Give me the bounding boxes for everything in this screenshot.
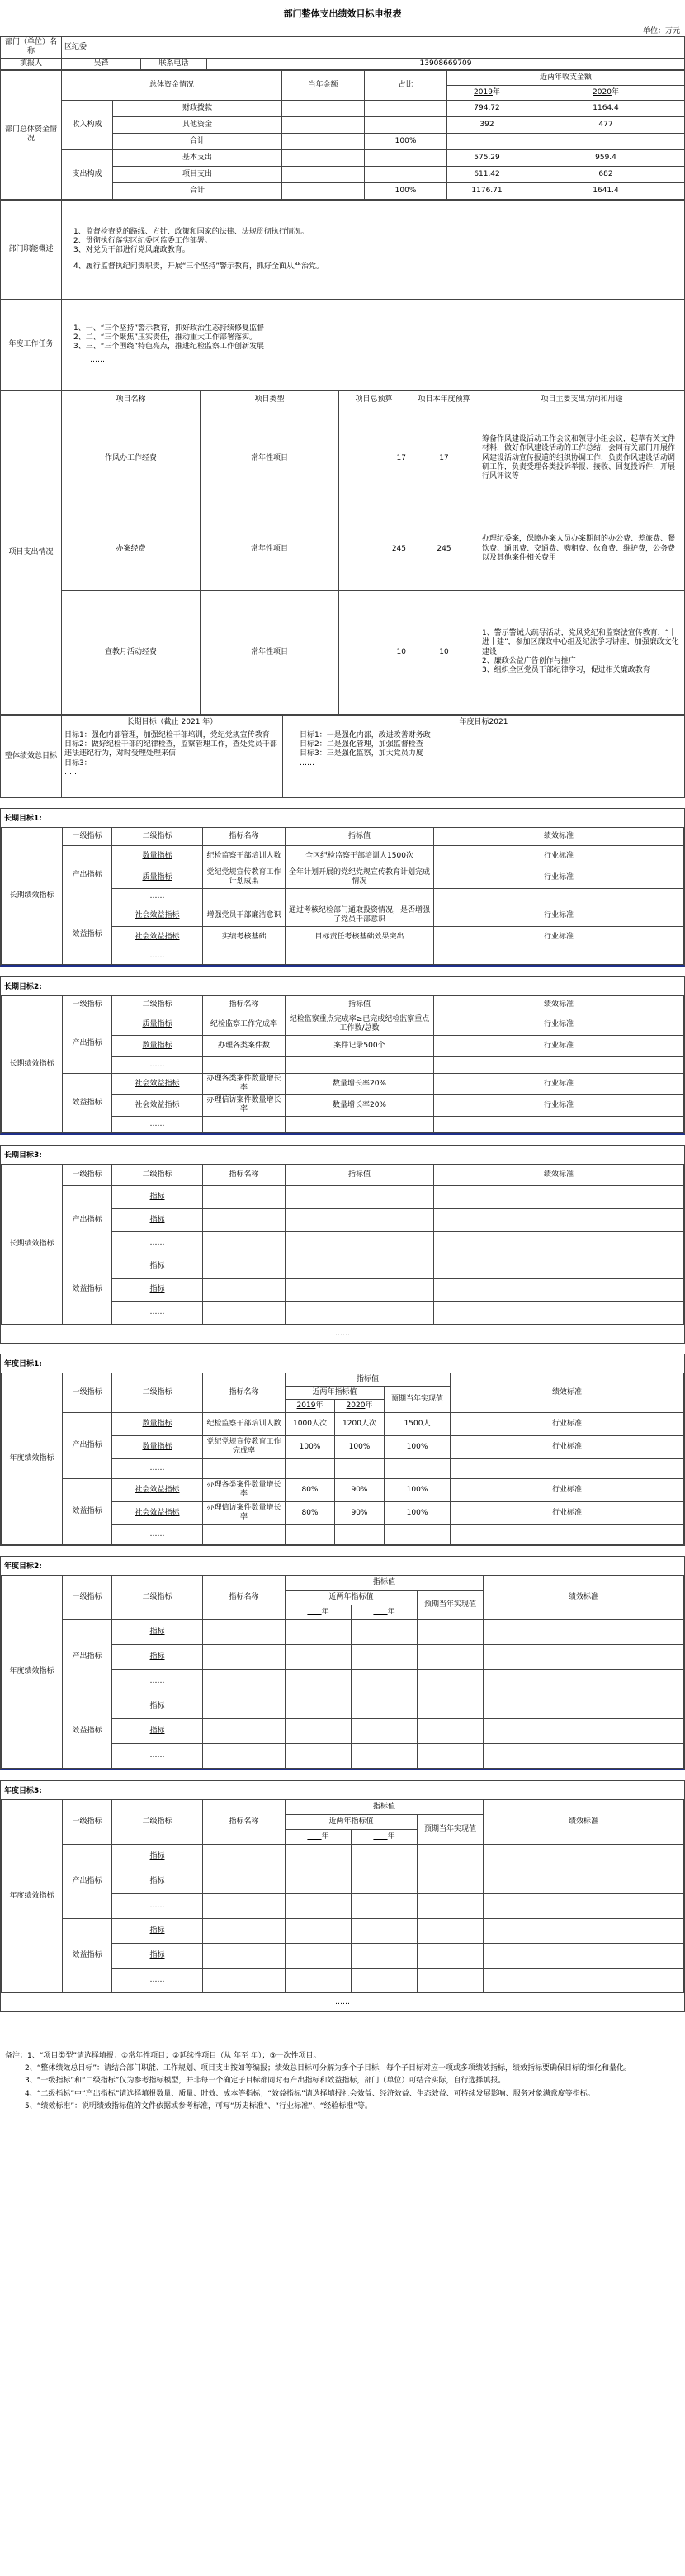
indicator-value: 全年计划开展的党纪党规宣传教育计划完成情况 [286, 867, 434, 888]
indicator-value: 数量增长率20% [286, 1094, 434, 1116]
project-type: 常年性项目 [201, 508, 339, 590]
indicator-header: 预期当年实现值 [418, 1814, 484, 1844]
year-target-item: …… [300, 759, 314, 768]
duty-item: 3、对党员干部进行党风廉政教育。 [73, 246, 190, 255]
indicator-group: 产出指标 [63, 1619, 112, 1694]
indicator-name: 纪检监察干部培训人数 [203, 1412, 286, 1435]
income-row-y1: 794.72 [447, 100, 527, 116]
indicator-group: 效益指标 [63, 1073, 112, 1132]
note-item: 备注：1、“项目类型”请选择填报：①常年性项目；②延续性项目（从 年至 年）；③一次性项目。 [5, 2051, 321, 2060]
long-target-1-title: 长期目标1: [4, 814, 42, 823]
indicator-l2: …… [112, 1968, 203, 1992]
indicator-header: 一级指标 [63, 1575, 112, 1619]
income-row-amount [282, 116, 365, 133]
project-header: 项目总预算 [339, 390, 409, 409]
project-name: 宣教月活动经费 [62, 590, 201, 714]
indicator-header: 二级指标 [112, 1164, 203, 1185]
indicator-group: 产出指标 [63, 1412, 112, 1478]
funds-table [0, 70, 685, 200]
indicator-name: 实绩考核基础 [203, 926, 286, 948]
indicator-standard: 行业标准 [434, 1014, 684, 1035]
indicator-standard: 行业标准 [434, 845, 684, 867]
year-target-3-table [1, 1799, 684, 1993]
long1-label: 长期绩效指标 [2, 827, 63, 964]
indicator-l2: 社会效益指标 [112, 1073, 203, 1094]
filler-label: 填报人 [1, 58, 62, 69]
income-row-name: 财政拨款 [113, 100, 282, 116]
indicator-name: 党纪党规宣传教育工作计划成果 [203, 867, 286, 888]
indicator-header: 一级指标 [63, 1373, 112, 1412]
indicator-header: 指标名称 [203, 827, 286, 845]
year-suffix: 年 [387, 1607, 395, 1616]
tasks-label: 年度工作任务 [1, 299, 62, 390]
indicator-l2: 指标 [112, 1644, 203, 1669]
project-total: 10 [339, 590, 409, 714]
income-row-name: 合计 [113, 133, 282, 149]
indicator-header: 近两年指标值 [286, 1386, 385, 1399]
long-target-3-table [1, 1164, 684, 1325]
indicator-header: 指标值 [286, 1799, 484, 1814]
indicator-header: 一级指标 [63, 827, 112, 845]
indicator-value: 目标责任考核基础效果突出 [286, 926, 434, 948]
long-target-item: 目标3： [64, 759, 92, 768]
indicator-header: 二级指标 [112, 995, 203, 1014]
year-suffix: 年 [365, 1401, 373, 1410]
indicator-l2: 数量指标 [112, 1035, 203, 1056]
income-row-y2: 1164.4 [527, 100, 685, 116]
indicator-l2: …… [112, 1458, 203, 1478]
indicator-l2: …… [112, 1524, 203, 1544]
indicator-l2: 社会效益指标 [112, 1478, 203, 1501]
notes [0, 2045, 685, 2118]
indicator-header: 二级指标 [112, 1575, 203, 1619]
expense-row-name: 基本支出 [113, 149, 282, 166]
indicator-expected: 100% [385, 1501, 451, 1524]
indicator-standard: 行业标准 [434, 1094, 684, 1116]
indicator-header: 绩效标准 [484, 1575, 684, 1619]
funds-year2-suffix: 年 [611, 87, 619, 97]
indicator-name: 办理信访案件数量增长率 [203, 1094, 286, 1116]
indicator-l2: 社会效益指标 [112, 926, 203, 948]
duty-item: 4、履行监督执纪问责职责，开展“三个坚持”警示教育，抓好全面从严治党。 [73, 262, 324, 271]
indicator-expected: 100% [385, 1478, 451, 1501]
long3-label: 长期绩效指标 [2, 1164, 63, 1324]
long-target-3-title: 长期目标3: [4, 1151, 42, 1160]
indicator-group: 效益指标 [63, 1478, 112, 1544]
year2-label: 年度绩效指标 [2, 1575, 63, 1768]
project-name: 办案经费 [62, 508, 201, 590]
year-target-3-title: 年度目标3: [4, 1786, 42, 1795]
indicator-l2: 指标 [112, 1844, 203, 1869]
project-type: 常年性项目 [201, 409, 339, 508]
indicator-header: 预期当年实现值 [385, 1386, 451, 1412]
income-row-ratio [365, 100, 447, 116]
indicator-header: 二级指标 [112, 1799, 203, 1844]
long-target-head: 长期目标（截止 2021 年） [62, 715, 283, 730]
overall-target-table [0, 715, 685, 798]
indicator-header: 指标值 [286, 827, 434, 845]
indicator-value: 全区纪检监察干部培训人1500次 [286, 845, 434, 867]
project-use: 办理纪委案，保障办案人员办案期间的办公费、差旅费、餐饮费、通讯费、交通费、购租费、伙食费、维护费，公务费以及其他案件相关费用 [480, 508, 685, 590]
year-target-2-title: 年度目标2: [4, 1562, 42, 1571]
projects-table [0, 390, 685, 715]
dept-label: 部门（单位）名称 [1, 37, 62, 59]
project-header: 项目本年度预算 [409, 390, 480, 409]
indicator-v2: 90% [335, 1501, 385, 1524]
filler-value: 吴锋 [62, 58, 141, 69]
funds-year2: 2020 [593, 87, 612, 97]
year-target-2-table [1, 1575, 684, 1769]
indicator-l2: 指标 [112, 1694, 203, 1718]
indicator-group: 效益指标 [63, 905, 112, 964]
expense-row-amount [282, 166, 365, 182]
indicator-standard: 行业标准 [451, 1412, 684, 1435]
year-target-2-section [0, 1556, 685, 1770]
task-item: 2、二、“三个聚焦”压实责任，推动重大工作部署落实。 [73, 333, 257, 342]
indicator-name: 办理各类案件数量增长率 [203, 1073, 286, 1094]
indicator-l2: …… [112, 1893, 203, 1918]
indicator-group: 产出指标 [63, 845, 112, 905]
indicator-l2: 指标 [112, 1185, 203, 1208]
expense-label: 支出构成 [62, 149, 113, 199]
project-year: 17 [409, 409, 480, 508]
indicator-v2: 90% [335, 1478, 385, 1501]
indicator-header: 一级指标 [63, 1164, 112, 1185]
year-target-item: 目标3：三是强化监察，加大党员力度 [300, 749, 423, 759]
income-row-y1: 392 [447, 116, 527, 133]
project-type: 常年性项目 [201, 590, 339, 714]
project-name: 作风办工作经费 [62, 409, 201, 508]
project-header: 项目主要支出方向和用途 [480, 390, 685, 409]
note-item: 3、“一级指标”和“二级指标”仅为参考指标模型，并非每一个确定子目标都同时有产出指标和效益指标，部门（单位）可结合实际，自行选择填报。 [25, 2077, 506, 2086]
indicator-standard: 行业标准 [451, 1478, 684, 1501]
indicator-standard: 行业标准 [451, 1435, 684, 1458]
indicator-l2: 指标 [112, 1208, 203, 1231]
indicator-header: 一级指标 [63, 1799, 112, 1844]
indicator-group: 产出指标 [63, 1185, 112, 1255]
indicator-header: 绩效标准 [434, 995, 684, 1014]
expense-row-ratio: 100% [365, 182, 447, 199]
indicator-header: 绩效标准 [451, 1373, 684, 1412]
expense-row-ratio [365, 166, 447, 182]
year3-label: 年度绩效指标 [2, 1799, 63, 1992]
expense-row-ratio [365, 149, 447, 166]
phone-label: 联系电话 [141, 58, 207, 69]
task-item: 3、三、“三个围绕”特色亮点，推进纪检监察工作创新发展 [73, 343, 265, 352]
project-use: 1、警示警诫大疏导活动，党风党纪和监察法宣传教育，“十进十建”，参加区廉政中心组及纪法学习讲座，加强廉政文化建设 2、廉政公益广告创作与推广 3、组织全区党员干部纪律学习，促进相关廉政教育 [480, 590, 685, 714]
indicator-header: 近两年指标值 [286, 1814, 418, 1829]
indicator-l2: …… [112, 1301, 203, 1324]
indicator-l2: …… [112, 1116, 203, 1132]
indicator-l2: 数量指标 [112, 1412, 203, 1435]
task-item: …… [90, 355, 105, 364]
indicator-l2: 社会效益指标 [112, 1501, 203, 1524]
long-target-1-table [1, 827, 684, 965]
project-total: 245 [339, 508, 409, 590]
project-use: 筹备作风建设活动工作会议和领导小组会议，起草有关文件材料，做好作风建设活动的工作总结，会同有关部门开展作风建设活动宣传报道的组织协调工作，负责作风建设活动调研工作，负责受理各类投诉举报、接收、回复投诉件，开展行风评议等 [480, 409, 685, 508]
year-target-head: 年度目标2021 [283, 715, 685, 730]
indicator-header: 二级指标 [112, 827, 203, 845]
expense-row-name: 项目支出 [113, 166, 282, 182]
indicator-value: 数量增长率20% [286, 1073, 434, 1094]
indicator-l2: …… [112, 1231, 203, 1255]
year1-y1: 2019 [296, 1401, 316, 1410]
indicator-name: 办理信访案件数量增长率 [203, 1501, 286, 1524]
income-row-ratio: 100% [365, 133, 447, 149]
indicator-header: 指标值 [286, 1164, 434, 1185]
indicator-name: 增强党员干部廉洁意识 [203, 905, 286, 926]
indicator-v1: 80% [286, 1478, 335, 1501]
indicator-value: 纪检监察重点完成率≥已完成纪检监察重点工作数/总数 [286, 1014, 434, 1035]
indicator-v2: 1200人次 [335, 1412, 385, 1435]
expense-row-name: 合计 [113, 182, 282, 199]
indicator-l2: 质量指标 [112, 867, 203, 888]
duties-tasks-table [0, 200, 685, 390]
funds-section-label: 部门总体资金情况 [1, 70, 62, 199]
income-row-amount [282, 100, 365, 116]
projects-label: 项目支出情况 [1, 390, 62, 714]
project-header: 项目名称 [62, 390, 201, 409]
duties-label: 部门职能概述 [1, 200, 62, 299]
funds-col-total: 总体资金情况 [62, 70, 282, 100]
year-suffix: 年 [321, 1607, 329, 1616]
indicator-v2: 100% [335, 1435, 385, 1458]
long-target-1-section [0, 808, 685, 967]
indicator-l2: …… [112, 1669, 203, 1694]
long2-label: 长期绩效指标 [2, 995, 63, 1132]
section-ellipsis: …… [335, 1997, 350, 2006]
indicator-name: 办理各类案件数量增长率 [203, 1478, 286, 1501]
expense-row-y1: 1176.71 [447, 182, 527, 199]
funds-col-recent: 近两年收支金额 [447, 70, 685, 85]
indicator-group: 效益指标 [63, 1255, 112, 1324]
indicator-standard: 行业标准 [451, 1501, 684, 1524]
year-target-3-section [0, 1780, 685, 2012]
funds-year1: 2019 [474, 87, 493, 97]
indicator-header: 指标值 [286, 995, 434, 1014]
indicator-l2: 数量指标 [112, 845, 203, 867]
project-year: 10 [409, 590, 480, 714]
indicator-header: 指标值 [286, 1575, 484, 1590]
indicator-l2: 指标 [112, 1943, 203, 1968]
indicator-name: 纪检监察干部培训人数 [203, 845, 286, 867]
indicator-l2: …… [112, 948, 203, 964]
indicator-l2: 指标 [112, 1869, 203, 1893]
income-row-amount [282, 133, 365, 149]
indicator-header: 指标名称 [203, 1575, 286, 1619]
income-row-ratio [365, 116, 447, 133]
year-suffix: 年 [315, 1401, 324, 1410]
indicator-expected: 100% [385, 1435, 451, 1458]
long-target-2-title: 长期目标2: [4, 982, 42, 991]
indicator-group: 产出指标 [63, 1014, 112, 1073]
indicator-name: 办理各类案件数 [203, 1035, 286, 1056]
indicator-value: 通过考核纪检部门通取投资情况，是否增强了党员干部意识 [286, 905, 434, 926]
expense-row-y2: 1641.4 [527, 182, 685, 199]
funds-col-amount: 当年金额 [282, 70, 365, 100]
indicator-v1: 80% [286, 1501, 335, 1524]
overall-target-label: 整体绩效总目标 [1, 715, 62, 797]
expense-row-y2: 682 [527, 166, 685, 182]
duty-item: 2、贯彻执行落实区纪委区监委工作部署。 [73, 237, 212, 245]
indicator-standard: 行业标准 [434, 867, 684, 888]
indicator-header: 预期当年实现值 [418, 1590, 484, 1619]
indicator-header: 绩效标准 [434, 827, 684, 845]
year-target-1-section [0, 1354, 685, 1546]
basic-info-table [0, 36, 685, 70]
income-row-y1 [447, 133, 527, 149]
long-target-item: 目标1：强化内部管理，加强纪检干部培训，党纪党规宣传教育 [64, 730, 270, 740]
funds-year1-suffix: 年 [492, 87, 500, 97]
income-row-y2: 477 [527, 116, 685, 133]
indicator-l2: …… [112, 1056, 203, 1073]
note-item: 4、“二级指标”中“产出指标”请选择填报数量、质量、时效、成本等指标；“效益指标”请选择填报社会效益、经济效益、生态效益、可持续发展影响、服务对象满意度等指标。 [25, 2089, 595, 2098]
indicator-header: 二级指标 [112, 1373, 203, 1412]
indicator-standard: 行业标准 [434, 1035, 684, 1056]
note-item: 2、“整体绩效总目标”：请结合部门职能、工作规划、项目支出按如等编报；绩效总目标可分解为多个子目标，每个子目标对应一项或多项绩效指标，绩效指标要确保目标的细化和量化。 [25, 2064, 632, 2073]
indicator-standard: 行业标准 [434, 926, 684, 948]
year-target-1-title: 年度目标1: [4, 1359, 42, 1368]
indicator-l2: …… [112, 888, 203, 905]
indicator-header: 一级指标 [63, 995, 112, 1014]
year1-label: 年度绩效指标 [2, 1373, 63, 1544]
expense-row-y1: 575.29 [447, 149, 527, 166]
long-target-item: 目标2：做好纪检干部的纪律检查，监察管理工作，查处党员干部违法违纪行为，对时受理处理来信 [64, 740, 277, 759]
indicator-l2: 社会效益指标 [112, 1094, 203, 1116]
task-item: 1、一、“三个坚持”警示教育，抓好政治生态持续修复监督 [73, 324, 265, 333]
indicator-expected: 1500人 [385, 1412, 451, 1435]
indicator-name: 纪检监察工作完成率 [203, 1014, 286, 1035]
section-ellipsis: …… [335, 1329, 350, 1338]
year-suffix: 年 [387, 1832, 395, 1841]
phone-value: 13908669709 [207, 58, 685, 69]
indicator-group: 产出指标 [63, 1844, 112, 1918]
indicator-l2: 数量指标 [112, 1435, 203, 1458]
dept-value: 区纪委 [62, 37, 685, 59]
indicator-group: 效益指标 [63, 1694, 112, 1768]
indicator-v1: 1000人次 [286, 1412, 335, 1435]
expense-row-y1: 611.42 [447, 166, 527, 182]
year-target-1-table [1, 1373, 684, 1545]
page-title: 部门整体支出绩效目标申报表 [283, 8, 402, 19]
indicator-header: 绩效标准 [434, 1164, 684, 1185]
indicator-l2: 指标 [112, 1619, 203, 1644]
expense-row-y2: 959.4 [527, 149, 685, 166]
long-target-3-section [0, 1145, 685, 1344]
expense-row-amount [282, 149, 365, 166]
indicator-l2: …… [112, 1743, 203, 1768]
indicator-header: 指标名称 [203, 1164, 286, 1185]
long-target-2-table [1, 995, 684, 1133]
project-total: 17 [339, 409, 409, 508]
indicator-l2: 指标 [112, 1918, 203, 1943]
indicator-l2: 质量指标 [112, 1014, 203, 1035]
long-target-item: …… [64, 768, 79, 777]
indicator-l2: 指标 [112, 1718, 203, 1743]
indicator-value: 案件记录500个 [286, 1035, 434, 1056]
project-year: 245 [409, 508, 480, 590]
indicator-l2: 指标 [112, 1255, 203, 1278]
year1-y2: 2020 [346, 1401, 366, 1410]
indicator-l2: 社会效益指标 [112, 905, 203, 926]
project-header: 项目类型 [201, 390, 339, 409]
indicator-standard: 行业标准 [434, 1073, 684, 1094]
income-label: 收入构成 [62, 100, 113, 149]
funds-col-ratio: 占比 [365, 70, 447, 100]
income-row-y2 [527, 133, 685, 149]
indicator-header: 指标名称 [203, 1373, 286, 1412]
year-target-item: 目标2：二是强化管理，加强监督检查 [300, 740, 423, 749]
indicator-header: 指标名称 [203, 995, 286, 1014]
year-target-item: 目标1：一是强化内部，改进改善财务政 [300, 730, 431, 740]
indicator-header: 指标值 [286, 1373, 451, 1386]
income-row-name: 其他资金 [113, 116, 282, 133]
year-suffix: 年 [321, 1832, 329, 1841]
indicator-header: 近两年指标值 [286, 1590, 418, 1605]
indicator-standard: 行业标准 [434, 905, 684, 926]
indicator-v1: 100% [286, 1435, 335, 1458]
long-target-2-section [0, 976, 685, 1135]
indicator-header: 指标名称 [203, 1799, 286, 1844]
duty-item: 1、监督检查党的路线、方针、政策和国家的法律、法规贯彻执行情况。 [73, 227, 309, 236]
indicator-name: 党纪党规宣传教育工作完成率 [203, 1435, 286, 1458]
indicator-header: 绩效标准 [484, 1799, 684, 1844]
indicator-group: 效益指标 [63, 1918, 112, 1992]
expense-row-amount [282, 182, 365, 199]
note-item: 5、“绩效标准”：说明绩效指标值的文件依据或参考标准，可写“历史标准”、“行业标准”、“经验标准”等。 [25, 2101, 373, 2110]
unit-label: 单位：万元 [642, 27, 680, 35]
indicator-l2: 指标 [112, 1278, 203, 1301]
